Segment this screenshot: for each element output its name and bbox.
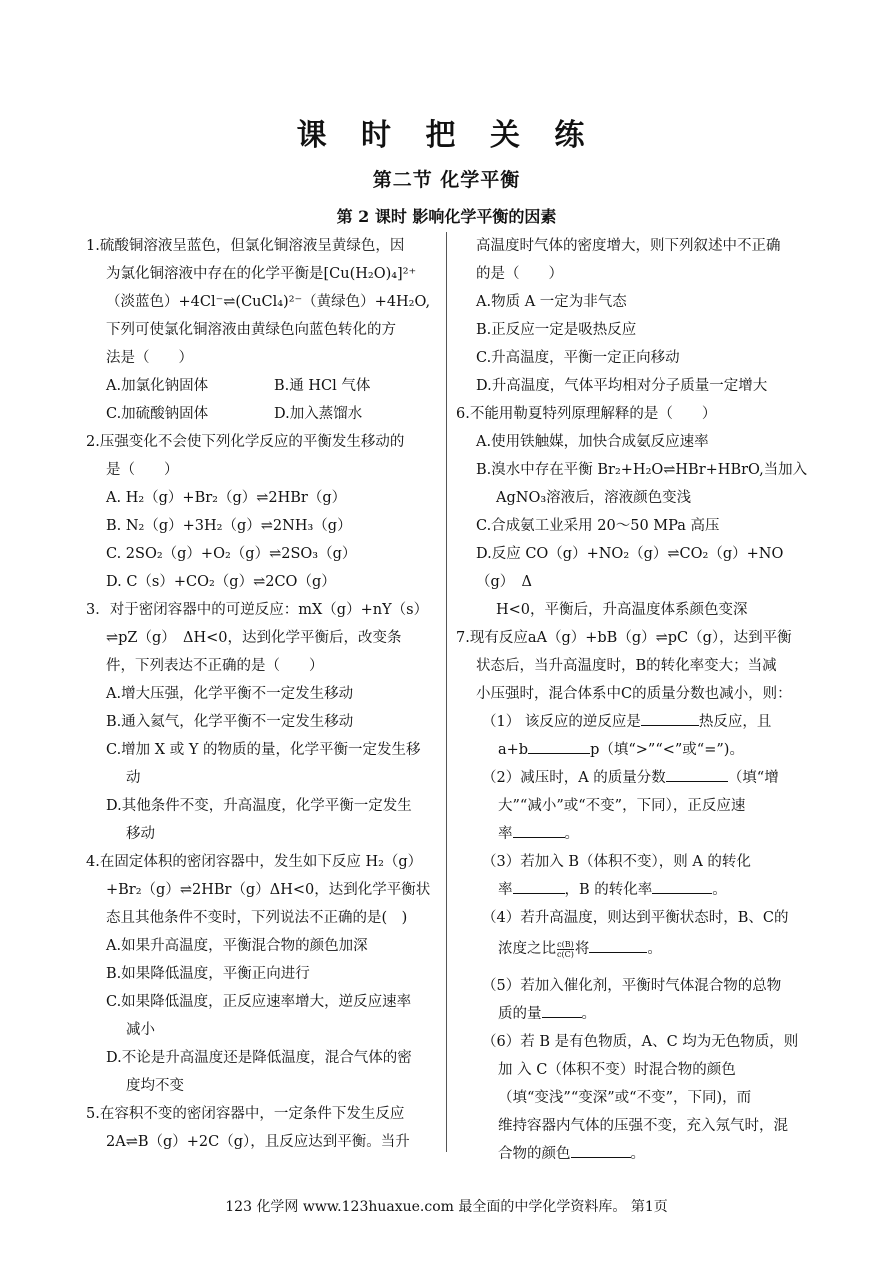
option-a: A. H₂（g）+Br₂（g）⇌2HBr（g）	[106, 490, 347, 506]
sub-text: p（填“>”“<”或“=”)。	[590, 742, 744, 758]
sub-question-2-end	[456, 820, 812, 848]
question-1	[86, 232, 442, 428]
option-c: C.合成氨工业采用 20～50 MPa 高压	[476, 518, 720, 534]
option-b: B. N₂（g）+3H₂（g）⇌2NH₃（g）	[106, 518, 352, 534]
question-text: 高温度时气体的密度增大，则下列叙述中不正确	[476, 238, 781, 254]
question-text: 3．对于密闭容器中的可逆反应：mX（g）+nY（s）	[86, 602, 429, 618]
option-d: D.不论是升高温度还是降低温度，混合气体的密	[106, 1050, 412, 1066]
option-d-continued: H<0，平衡后，升高温度体系颜色变深	[496, 602, 748, 618]
fraction-numerator: c(B)	[557, 939, 574, 949]
question-6	[456, 400, 812, 624]
sub-text: 浓度之比	[498, 941, 556, 957]
question-5	[86, 1100, 442, 1156]
answer-blank[interactable]	[542, 1001, 582, 1018]
option-row	[86, 400, 442, 428]
option-a: A.加氯化钠固体	[106, 378, 209, 394]
answer-blank[interactable]	[641, 709, 699, 726]
question-text: +Br₂（g）⇌2HBr（g）ΔH<0，达到化学平衡状	[106, 882, 431, 898]
option-c-continued: 减小	[126, 1022, 155, 1038]
option-d: D. C（s）+CO₂（g）⇌2CO（g）	[106, 574, 336, 590]
option-c-continued: 动	[126, 770, 141, 786]
option-a: A.物质 A 一定为非气态	[476, 294, 627, 310]
sub-question-3: （3）若加入 B（体积不变），则 A 的转化	[482, 854, 751, 870]
question-text: 7.现有反应aA（g）+bB（g）⇌pC（g），达到平衡	[456, 630, 792, 646]
option-a: A.如果升高温度，平衡混合物的颜色加深	[106, 938, 368, 954]
option-c: C. 2SO₂（g）+O₂（g）⇌2SO₃（g）	[106, 546, 357, 562]
sub-text: 合物的颜色	[498, 1146, 571, 1162]
option-d: D.反应 CO（g）+NO₂（g）⇌CO₂（g）+NO（g） Δ	[476, 546, 784, 590]
sub-question-2-continued: 大”“减小”或“不变”，下同），正反应速	[498, 798, 746, 814]
option-c: C.升高温度，平衡一定正向移动	[476, 350, 680, 366]
question-2	[86, 428, 442, 596]
sub-question-2	[456, 764, 812, 792]
answer-blank[interactable]	[589, 936, 647, 953]
sub-question-6-end	[456, 1140, 812, 1168]
question-text: 1.硫酸铜溶液呈蓝色，但氯化铜溶液呈黄绿色，因	[86, 238, 405, 254]
question-text: 5.在容积不变的密闭容器中，一定条件下发生反应	[86, 1106, 405, 1122]
question-text: 2.压强变化不会使下列化学反应的平衡发生移动的	[86, 434, 405, 450]
sub-question-6: （6）若 B 是有色物质，A、C 均为无色物质，则	[482, 1034, 799, 1050]
page-title: 课 时 把 关 练	[296, 118, 597, 153]
question-text: 为氯化铜溶液中存在的化学平衡是[Cu(H₂O)₄]²⁺	[106, 266, 417, 282]
page-footer: 123 化学网 www.123huaxue.com 最全面的中学化学资料库。 第1页	[225, 1199, 668, 1215]
question-4	[86, 848, 442, 1100]
option-b: B.正反应一定是吸热反应	[476, 322, 637, 338]
sub-text: 率	[498, 826, 513, 842]
sub-question-5: （5）若加入催化剂，平衡时气体混合物的总物	[482, 978, 782, 994]
sub-text: 质的量	[498, 1006, 542, 1022]
option-d-continued: 移动	[126, 826, 155, 842]
concentration-ratio	[557, 940, 574, 959]
option-c: C.增加 X 或 Y 的物质的量，化学平衡一定发生移	[106, 742, 421, 758]
option-b: B.如果降低温度，平衡正向进行	[106, 966, 310, 982]
sub-question-5-continued	[456, 1000, 812, 1028]
sub-text: 。	[581, 1006, 596, 1022]
sub-question-6-continued: （填“变浅”“变深”或“不变”，下同)，而	[498, 1090, 752, 1106]
answer-blank[interactable]	[666, 765, 728, 782]
section-title: 第二节 化学平衡	[372, 169, 521, 191]
fraction-denominator: c(C)	[557, 949, 574, 959]
sub-text: （1） 该反应的逆反应是	[482, 714, 641, 730]
question-5-continued	[456, 232, 812, 400]
column-divider	[446, 232, 447, 1152]
option-b: B.通 HCl 气体	[274, 378, 371, 394]
question-3	[86, 596, 442, 848]
sub-text: 。	[630, 1146, 645, 1162]
sub-question-4-continued	[456, 932, 812, 966]
sub-question-3-continued	[456, 876, 812, 904]
option-d: D.其他条件不变，升高温度，化学平衡一定发生	[106, 798, 412, 814]
question-text: 2A⇌B（g）+2C（g），且反应达到平衡。当升	[106, 1134, 410, 1150]
option-b: B.通入氦气，化学平衡不一定发生移动	[106, 714, 354, 730]
option-c: C.如果降低温度，正反应速率增大，逆反应速率	[106, 994, 412, 1010]
sub-text: 将	[574, 941, 590, 957]
option-a: A.增大压强，化学平衡不一定发生移动	[106, 686, 354, 702]
question-text: 的是（ ）	[476, 266, 563, 282]
sub-question-6-continued: 加 入 C（体积不变）时混合物的颜色	[498, 1062, 736, 1078]
question-text: 件，下列表达不正确的是（ ）	[106, 658, 324, 674]
answer-blank[interactable]	[528, 737, 590, 754]
question-text: 6.不能用勒夏特列原理解释的是（ ）	[456, 406, 717, 422]
answer-blank[interactable]	[513, 877, 565, 894]
answer-blank[interactable]	[652, 877, 712, 894]
left-column	[86, 232, 442, 1156]
sub-question-1-continued	[456, 736, 812, 764]
question-text: 小压强时，混合体系中C的质量分数也减小，则：	[476, 686, 792, 702]
lesson-title: 第 2 课时 影响化学平衡的因素	[336, 207, 557, 226]
question-text: 是（ ）	[106, 462, 179, 478]
sub-text: 。	[647, 941, 662, 957]
question-text: 法是（ ）	[106, 350, 193, 366]
sub-question-4: （4）若升高温度，则达到平衡状态时，B、C的	[482, 910, 789, 926]
sub-text: 。	[712, 882, 727, 898]
sub-question-1	[456, 708, 812, 736]
sub-text: 。	[564, 826, 579, 842]
question-text: 下列可使氯化铜溶液由黄绿色向蓝色转化的方	[106, 322, 396, 338]
option-c: C.加硫酸钠固体	[106, 406, 209, 422]
answer-blank[interactable]	[571, 1141, 631, 1158]
question-text: 态且其他条件不变时，下列说法不正确的是( )	[106, 910, 408, 926]
answer-blank[interactable]	[513, 821, 565, 838]
sub-text: （2）减压时，A 的质量分数	[482, 770, 666, 786]
question-text: 状态后，当升高温度时，B的转化率变大；当减	[476, 658, 777, 674]
question-text: 4.在固定体积的密闭容器中，发生如下反应 H₂（g）	[86, 854, 423, 870]
right-column	[456, 232, 812, 1168]
question-7	[456, 624, 812, 1168]
question-text: ⇌pZ（g） ΔH<0，达到化学平衡后，改变条	[106, 630, 402, 646]
option-a: A.使用铁触媒，加快合成氨反应速率	[476, 434, 709, 450]
sub-text: （填“增	[727, 770, 779, 786]
sub-text: 热反应，且	[698, 714, 772, 730]
sub-text: a+b	[498, 742, 529, 758]
option-b-continued: AgNO₃溶液后，溶液颜色变浅	[496, 490, 692, 506]
option-row	[86, 372, 442, 400]
option-d-continued: 度均不变	[126, 1078, 184, 1094]
sub-text: 率	[498, 882, 513, 898]
option-d: D.升高温度，气体平均相对分子质量一定增大	[476, 378, 768, 394]
question-text: （淡蓝色）+4Cl⁻⇌(CuCl₄)²⁻（黄绿色）+4H₂O,	[106, 294, 431, 310]
sub-question-6-continued: 维持容器内气体的压强不变，充入氖气时，混	[498, 1118, 788, 1134]
option-b: B.溴水中存在平衡 Br₂+H₂O⇌HBr+HBrO,当加入	[476, 462, 808, 478]
option-d: D.加入蒸馏水	[274, 406, 363, 422]
sub-text: ，B 的转化率	[564, 882, 653, 898]
